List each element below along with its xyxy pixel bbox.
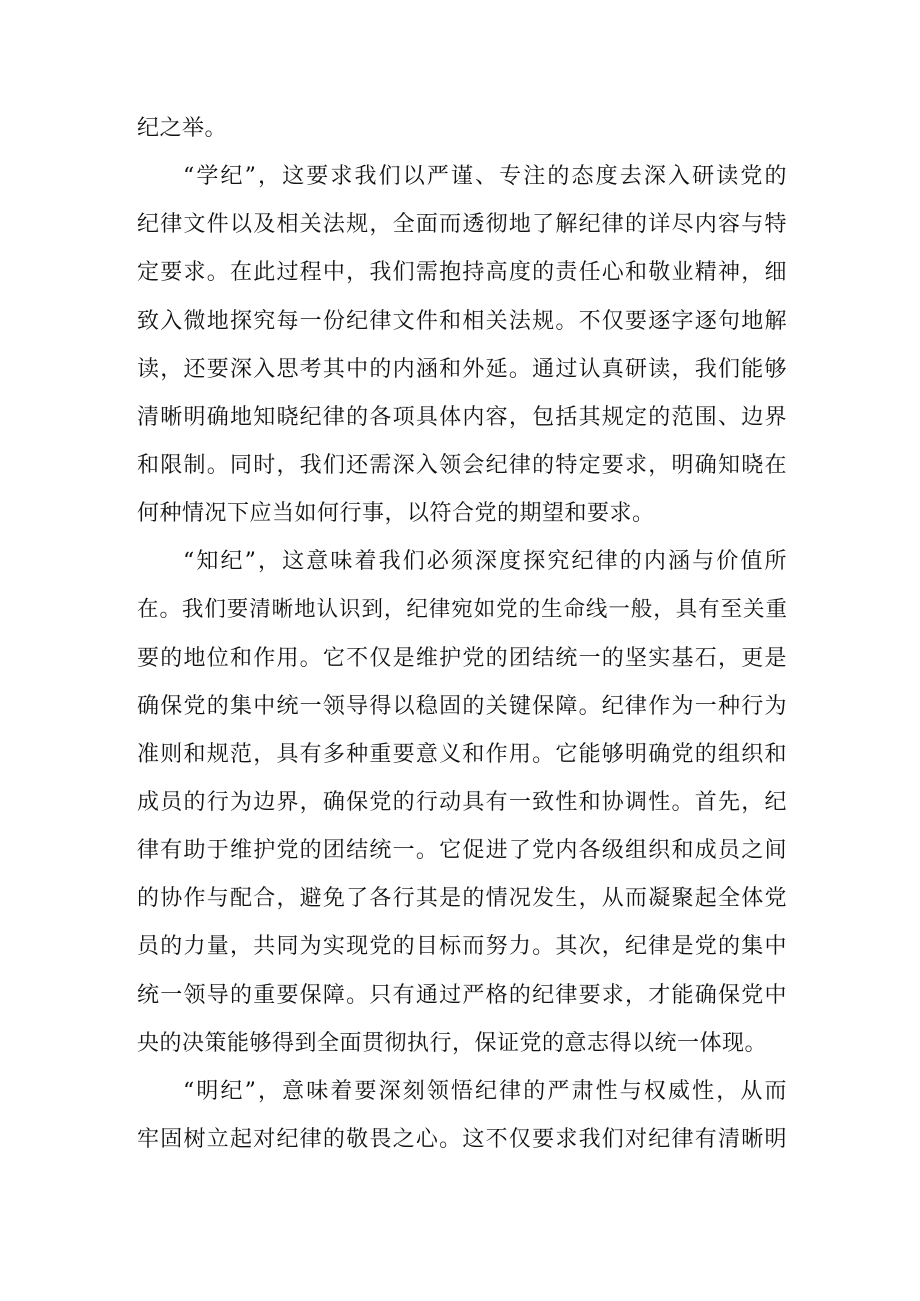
text-line: 纪之举。 [137, 116, 228, 141]
paragraph-first-line: “学纪”，这要求我们以严谨、专注的态度去深入研读党的 [183, 164, 787, 190]
text-line: 确保党的集中统一领导得以稳固的关键保障。纪律作为一种行为 [137, 693, 787, 719]
text-line: 员的力量，共同为实现党的目标而努力。其次，纪律是党的集中 [137, 934, 787, 960]
text-line: 成员的行为边界，确保党的行动具有一致性和协调性。首先，纪 [137, 789, 787, 815]
text-line: 定要求。在此过程中，我们需抱持高度的责任心和敬业精神，细 [137, 260, 787, 286]
text-line: 律有助于维护党的团结统一。它促进了党内各级组织和成员之间 [137, 838, 787, 864]
paragraph-first-line: “知纪”，这意味着我们必须深度探究纪律的内涵与价值所 [183, 549, 787, 575]
paragraph-first-line: “明纪”，意味着要深刻领悟纪律的严肃性与权威性，从而 [183, 1078, 787, 1104]
text-line: 纪律文件以及相关法规，全面而透彻地了解纪律的详尽内容与特 [137, 212, 787, 238]
text-line: 准则和规范，具有多种重要意义和作用。它能够明确党的组织和 [137, 741, 787, 767]
document-body [137, 105, 787, 1164]
text-line: 的协作与配合，避免了各行其是的情况发生，从而凝聚起全体党 [137, 886, 787, 912]
text-line: 致入微地探究每一份纪律文件和相关法规。不仅要逐字逐句地解 [137, 308, 787, 334]
text-line: 和限制。同时，我们还需深入领会纪律的特定要求，明确知晓在 [137, 452, 787, 478]
text-line: 清晰明确地知晓纪律的各项具体内容，包括其规定的范围、边界 [137, 404, 787, 430]
text-line: 央的决策能够得到全面贯彻执行，保证党的意志得以统一体现。 [137, 1030, 768, 1056]
text-line: 统一领导的重要保障。只有通过严格的纪律要求，才能确保党中 [137, 982, 787, 1008]
text-line: 牢固树立起对纪律的敬畏之心。这不仅要求我们对纪律有清晰明 [137, 1126, 787, 1152]
text-line: 要的地位和作用。它不仅是维护党的团结统一的坚实基石，更是 [137, 645, 787, 671]
text-line: 何种情况下应当如何行事，以符合党的期望和要求。 [137, 501, 655, 527]
text-line: 在。我们要清晰地认识到，纪律宛如党的生命线一般，具有至关重 [137, 597, 787, 623]
text-line: 读，还要深入思考其中的内涵和外延。通过认真研读，我们能够 [137, 356, 787, 382]
